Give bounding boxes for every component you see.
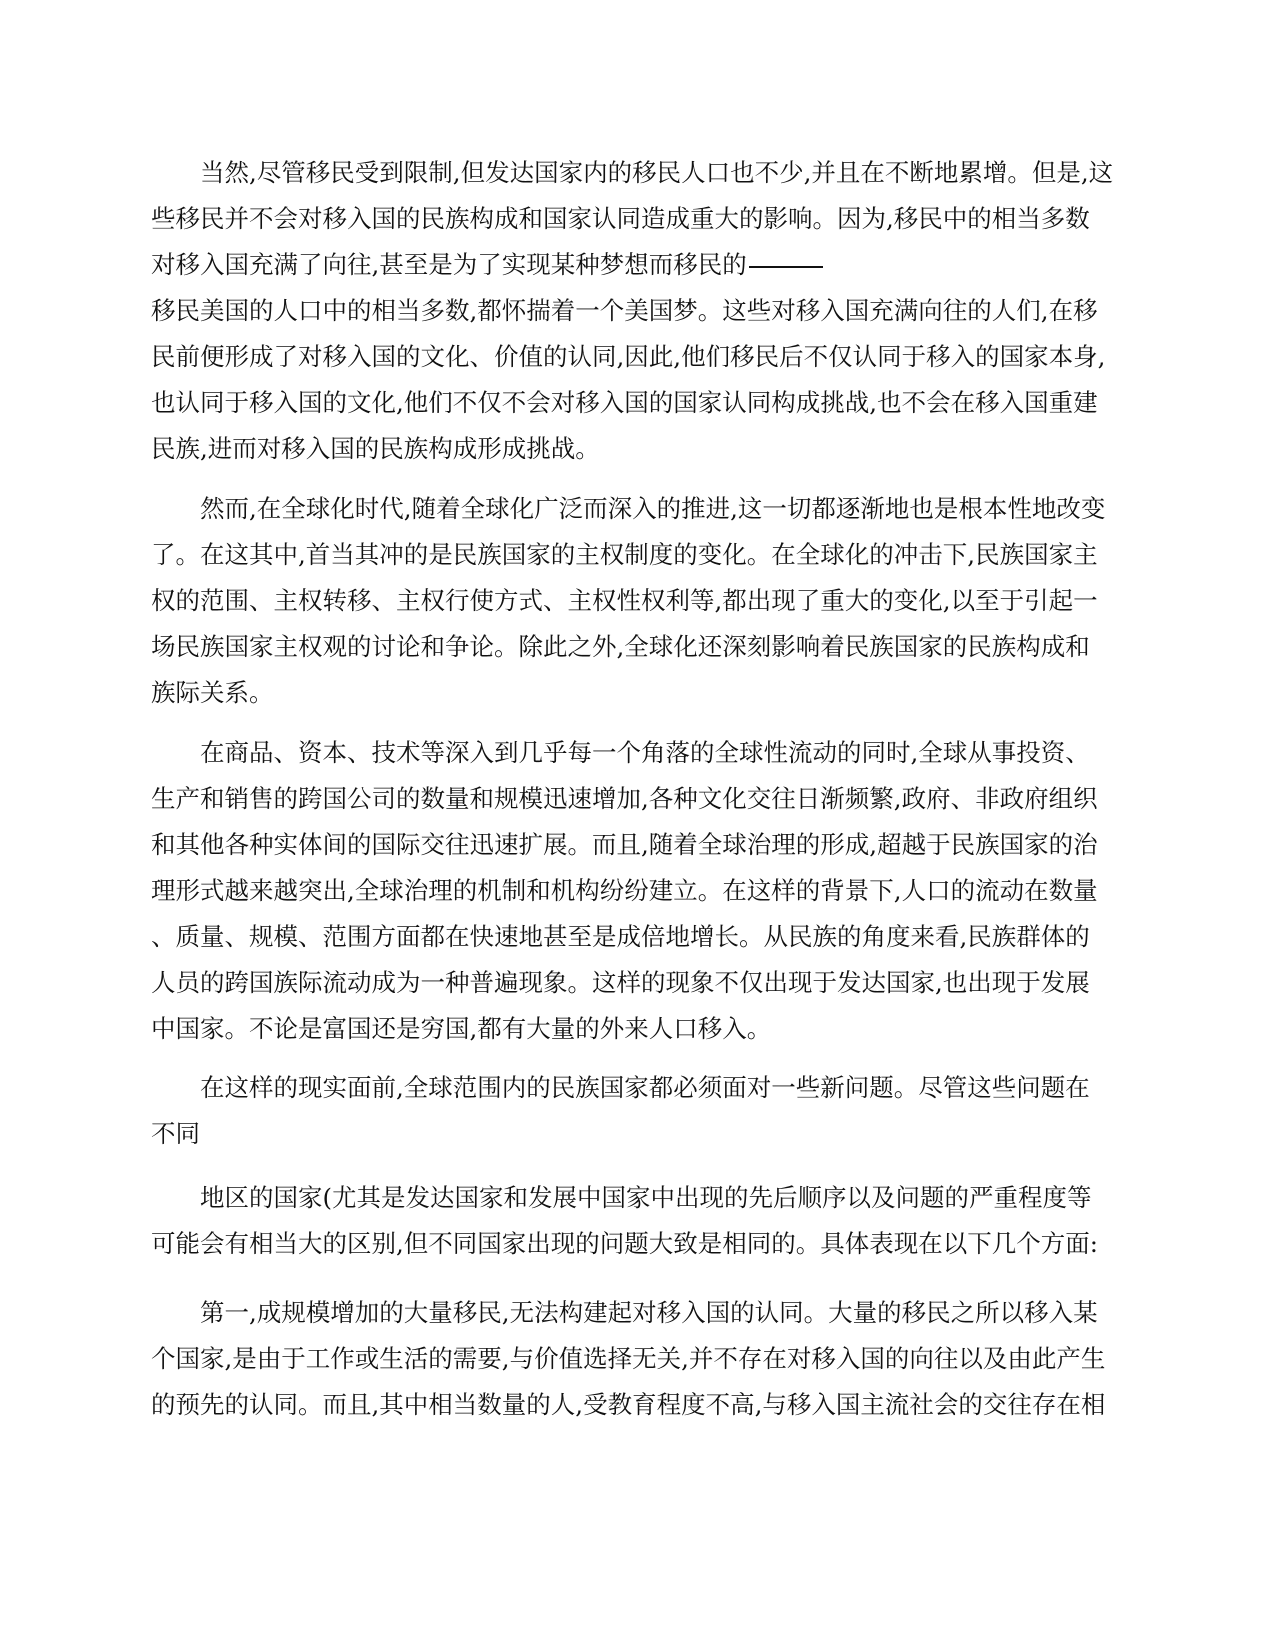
text-line: 了。在这其中,首当其冲的是民族国家的主权制度的变化。在全球化的冲击下,民族国家主 [151,540,1098,569]
text-line: 民族,进而对移入国的民族构成形成挑战。 [151,434,600,463]
text-line: 在这样的现实面前,全球范围内的民族国家都必须面对一些新问题。尽管这些问题在 [200,1073,1090,1102]
text-line: 的预先的认同。而且,其中相当数量的人,受教育程度不高,与移入国主流社会的交往存在相 [151,1390,1106,1419]
text-line: 当然,尽管移民受到限制,但发达国家内的移民人口也不少,并且在不断地累增。但是,这 [200,158,1114,187]
text-line: 和其他各种实体间的国际交往迅速扩展。而且,随着全球治理的形成,超越于民族国家的治 [151,830,1098,859]
text-line: 可能会有相当大的区别,但不同国家出现的问题大致是相同的。具体表现在以下几个方面: [151,1229,1099,1258]
text-line: 场民族国家主权观的讨论和争论。除此之外,全球化还深刻影响着民族国家的民族构成和 [151,632,1090,661]
text-line: 生产和销售的跨国公司的数量和规模迅速增加,各种文化交往日渐频繁,政府、非政府组织 [151,784,1098,813]
text-line [151,242,1131,288]
text-line: 族际关系。 [151,678,274,707]
text-line: 人员的跨国族际流动成为一种普遍现象。这样的现象不仅出现于发达国家,也出现于发展 [151,968,1090,997]
text-line: 不同 [151,1119,200,1148]
text-line: 在商品、资本、技术等深入到几乎每一个角落的全球性流动的同时,全球从事投资、 [200,738,1090,767]
paragraph-5 [151,1175,1131,1267]
paragraph-6 [151,1290,1131,1428]
text-line: 然而,在全球化时代,随着全球化广泛而深入的推进,这一切都逐渐地也是根本性地改变 [200,494,1106,523]
text-line: 民前便形成了对移入国的文化、价值的认同,因此,他们移民后不仅认同于移入的国家本身, [151,342,1106,371]
paragraph-2 [151,486,1131,716]
paragraph-4 [151,1065,1131,1157]
text-line: 权的范围、主权转移、主权行使方式、主权性权利等,都出现了重大的变化,以至于引起一 [151,586,1098,615]
text-line: 理形式越来越突出,全球治理的机制和机构纷纷建立。在这样的背景下,人口的流动在数量 [151,876,1098,905]
em-dash-rule [749,266,823,268]
text-line: 些移民并不会对移入国的民族构成和国家认同造成重大的影响。因为,移民中的相当多数 [151,204,1090,233]
text-line: 中国家。不论是富国还是穷国,都有大量的外来人口移入。 [151,1014,772,1043]
text-line: 地区的国家(尤其是发达国家和发展中国家中出现的先后顺序以及问题的严重程度等 [200,1183,1092,1212]
text-line: 、质量、规模、范围方面都在快速地甚至是成倍地增长。从民族的角度来看,民族群体的 [151,922,1090,951]
text-line-content: 对移入国充满了向往,甚至是为了实现某种梦想而移民的 [151,250,747,279]
text-line: 也认同于移入国的文化,他们不仅不会对移入国的国家认同构成挑战,也不会在移入国重建 [151,388,1098,417]
text-line: 个国家,是由于工作或生活的需要,与价值选择无关,并不存在对移入国的向往以及由此产生 [151,1344,1106,1373]
paragraph-3 [151,730,1131,1052]
paragraph-1 [151,150,1131,472]
text-line: 移民美国的人口中的相当多数,都怀揣着一个美国梦。这些对移入国充满向往的人们,在移 [151,296,1098,325]
text-line: 第一,成规模增加的大量移民,无法构建起对移入国的认同。大量的移民之所以移入某 [200,1298,1098,1327]
